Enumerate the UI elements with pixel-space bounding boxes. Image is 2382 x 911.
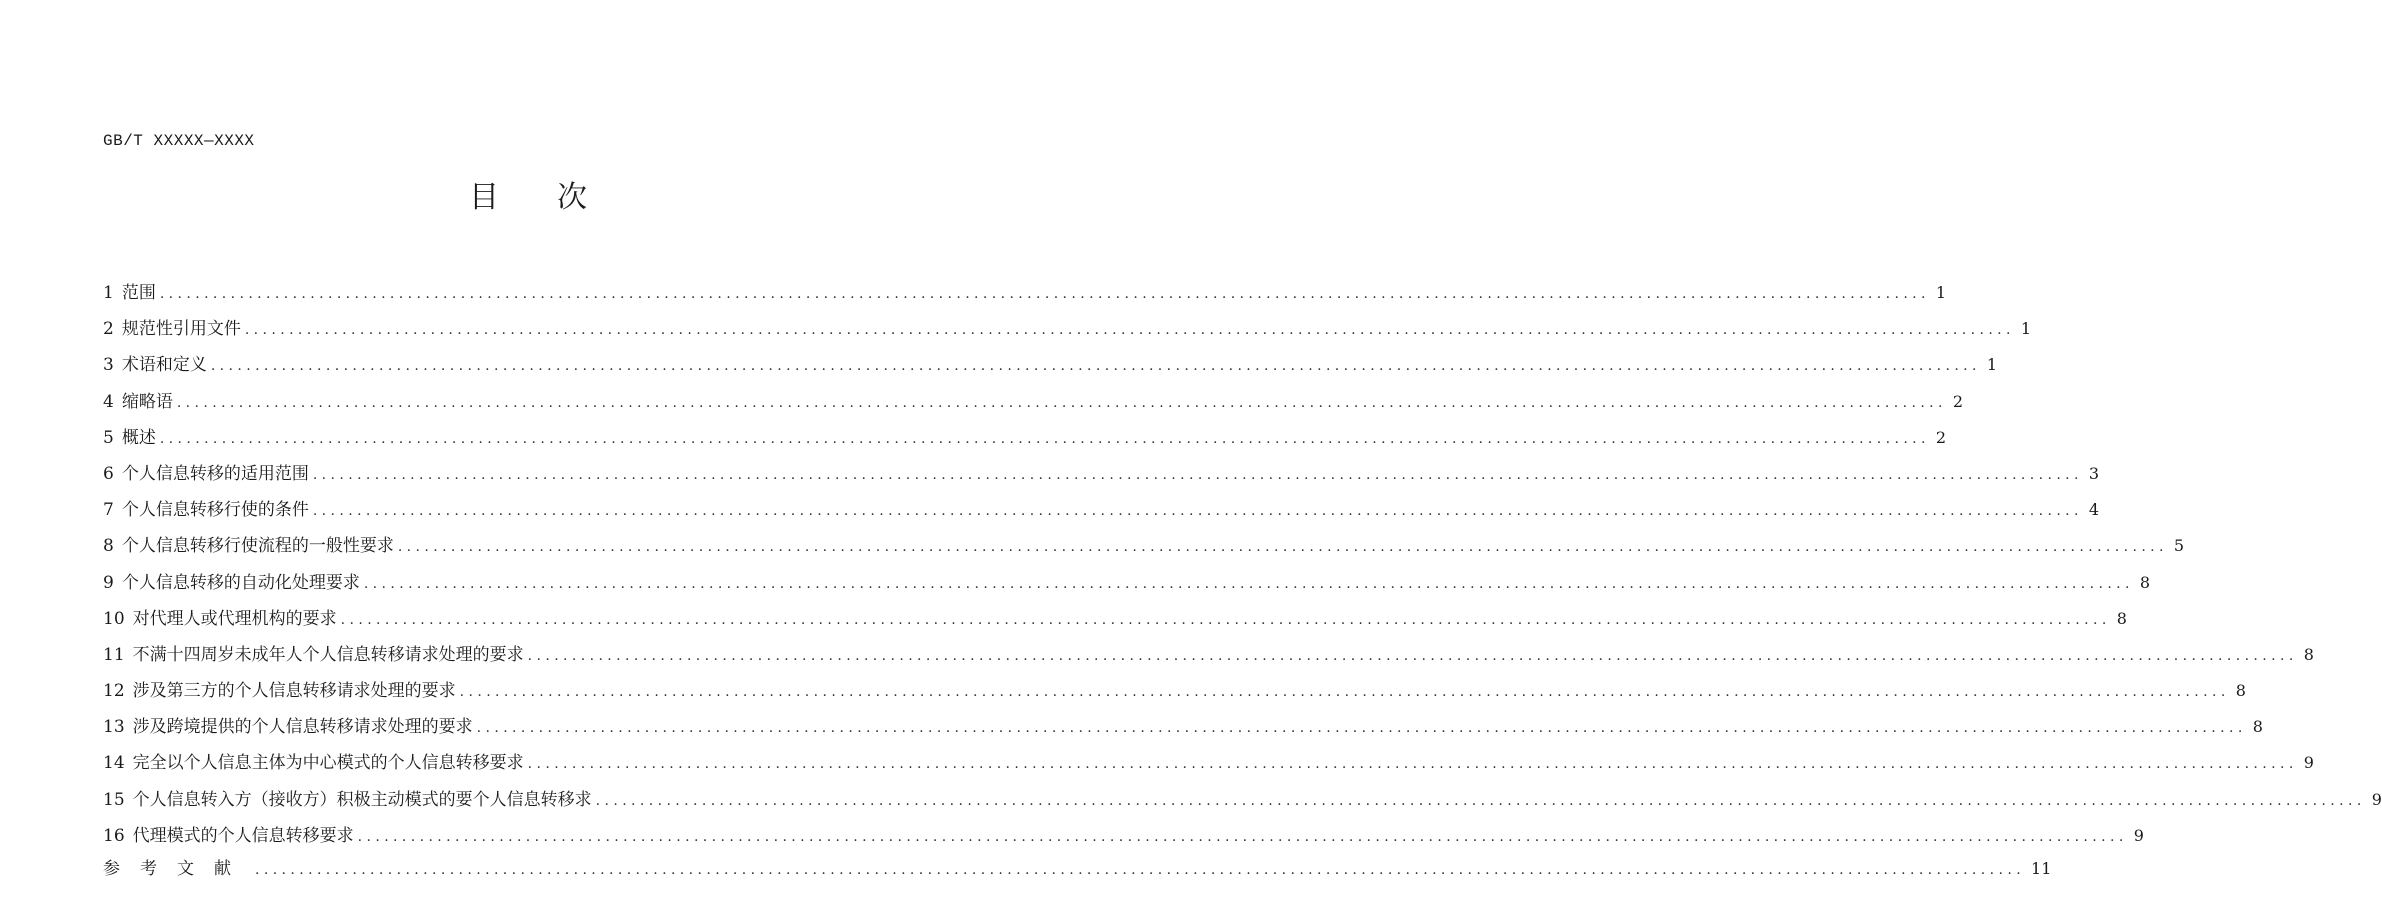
toc-entry-page: 8 (2252, 717, 2263, 737)
dot-leader: ........................................................................................................................................................................................................ (312, 466, 2083, 483)
toc-entry-page: 5 (2173, 536, 2185, 556)
toc-entry[interactable] (103, 818, 2144, 854)
toc-entry-page: 9 (2133, 825, 2144, 845)
toc-entry-number: 16 (103, 825, 125, 846)
toc-entry-number: 1 (103, 283, 114, 303)
toc-entry-number: 10 (103, 608, 125, 629)
toc-entry-page: 8 (2116, 608, 2127, 628)
toc-entry-title: 涉及第三方的个人信息转移请求处理的要求 (132, 681, 456, 702)
toc-entry[interactable] (103, 347, 1998, 383)
dot-leader: ........................................................................................................................................................................................................ (476, 720, 2247, 737)
dot-leader: ........................................................................................................................................................................................................ (176, 394, 1947, 411)
toc-entry[interactable] (103, 420, 1947, 456)
toc-entry-number: 12 (103, 681, 125, 702)
dot-leader: ........................................................................................................................................................................................................ (397, 539, 2168, 556)
toc-entry-references[interactable] (103, 854, 2052, 884)
toc-entry-page: 9 (2371, 789, 2382, 809)
toc-entry-label (103, 528, 394, 564)
toc-entry-label (103, 347, 207, 383)
toc-entry-label (103, 456, 309, 492)
dot-leader: ........................................................................................................................................................................................................ (363, 575, 2134, 592)
toc-entry[interactable] (103, 311, 2032, 347)
toc-entry[interactable] (103, 384, 1964, 420)
toc-entry-number: 6 (103, 463, 114, 484)
toc-entry[interactable] (103, 745, 2314, 781)
toc-entry-label (103, 384, 173, 420)
toc-entry-label (103, 420, 156, 456)
toc-entry-title: 完全以个人信息主体为中心模式的个人信息转移要求 (132, 753, 524, 774)
toc-entry-label (103, 311, 241, 347)
toc-entry-page: 1 (1986, 355, 1998, 375)
toc-entry-number: 3 (103, 355, 114, 376)
toc-entry-label (103, 709, 473, 745)
dot-leader: ........................................................................................................................................................................................................ (244, 322, 2015, 339)
toc-entry-title: 涉及跨境提供的个人信息转移请求处理的要求 (132, 717, 473, 738)
toc-entry-page: 2 (1952, 391, 1964, 411)
toc-entry-title: 个人信息转移的适用范围 (121, 463, 309, 484)
toc-entry-title: 不满十四周岁未成年人个人信息转移请求处理的要求 (132, 644, 524, 665)
toc-entry[interactable] (103, 275, 1947, 311)
table-of-contents (103, 275, 2382, 884)
toc-entry-label (103, 637, 524, 673)
toc-entry-number: 5 (103, 427, 114, 448)
toc-entry[interactable] (103, 601, 2127, 637)
references-label: 参考文献 (103, 859, 251, 879)
toc-entry-title: 代理模式的个人信息转移要求 (132, 825, 354, 846)
references-page: 11 (2031, 859, 2052, 878)
toc-entry-number: 13 (103, 717, 125, 738)
toc-entry-label (103, 492, 309, 528)
toc-entry-title: 个人信息转移的自动化处理要求 (121, 572, 360, 593)
toc-entry-label (103, 782, 592, 818)
dot-leader: ........................................................................................................................................................................................................ (312, 503, 2083, 520)
toc-entry-label (103, 565, 360, 601)
toc-entry-label (103, 275, 156, 311)
toc-entry-label (103, 673, 456, 709)
toc-entry-title: 范围 (121, 283, 156, 303)
toc-entry[interactable] (103, 528, 2185, 564)
toc-entry-number: 2 (103, 319, 114, 340)
toc-entry-number: 15 (103, 789, 125, 810)
dot-leader: ........................................................................................................................................................................................................ (255, 862, 2026, 878)
toc-entry-page: 8 (2303, 644, 2314, 664)
toc-entry[interactable] (103, 673, 2246, 709)
dot-leader: ........................................................................................................................................................................................................ (340, 611, 2111, 628)
dot-leader: ........................................................................................................................................................................................................ (159, 286, 1930, 302)
toc-entry-number: 11 (103, 644, 125, 665)
toc-entry-page: 2 (1935, 427, 1947, 447)
dot-leader: ........................................................................................................................................................................................................ (527, 756, 2298, 773)
document-code: GB/T XXXXX—XXXX (103, 132, 255, 150)
toc-entry-page: 4 (2088, 500, 2100, 520)
toc-entry-page: 8 (2139, 572, 2151, 592)
toc-entry-label (103, 818, 354, 854)
toc-entry[interactable] (103, 782, 2382, 818)
toc-entry-label (103, 601, 337, 637)
toc-entry-title: 个人信息转移行使的条件 (121, 500, 309, 521)
dot-leader: ........................................................................................................................................................................................................ (527, 647, 2298, 664)
toc-entry-number: 4 (103, 391, 114, 412)
toc-entry-number: 8 (103, 536, 114, 557)
dot-leader: ........................................................................................................................................................................................................ (357, 828, 2128, 845)
toc-entry-page: 1 (2020, 319, 2032, 339)
toc-entry[interactable] (103, 565, 2151, 601)
toc-entry[interactable] (103, 456, 2100, 492)
toc-entry-page: 3 (2088, 463, 2100, 483)
toc-entry-number: 14 (103, 753, 125, 774)
toc-entry[interactable] (103, 637, 2314, 673)
dot-leader: ........................................................................................................................................................................................................ (595, 792, 2366, 809)
toc-entry-number: 7 (103, 500, 114, 521)
dot-leader: ........................................................................................................................................................................................................ (459, 684, 2230, 701)
toc-entry-page: 9 (2303, 753, 2314, 773)
toc-entry-title: 对代理人或代理机构的要求 (132, 608, 337, 629)
toc-entry-page: 1 (1935, 283, 1947, 302)
toc-entry[interactable] (103, 709, 2263, 745)
toc-entry-title: 缩略语 (121, 391, 173, 412)
toc-entry-number: 9 (103, 572, 114, 593)
toc-entry[interactable] (103, 492, 2100, 528)
dot-leader: ........................................................................................................................................................................................................ (210, 358, 1981, 375)
page-title: 目次 (469, 180, 645, 215)
toc-entry-title: 概述 (121, 427, 156, 448)
toc-entry-title: 个人信息转入方（接收方）积极主动模式的要个人信息转移求 (132, 789, 592, 810)
toc-entry-title: 术语和定义 (121, 355, 207, 376)
toc-entry-label (103, 745, 524, 781)
toc-entry-page: 8 (2235, 681, 2246, 701)
toc-entry-title: 个人信息转移行使流程的一般性要求 (121, 536, 394, 557)
toc-entry-title: 规范性引用文件 (121, 319, 241, 340)
dot-leader: ........................................................................................................................................................................................................ (159, 430, 1930, 447)
